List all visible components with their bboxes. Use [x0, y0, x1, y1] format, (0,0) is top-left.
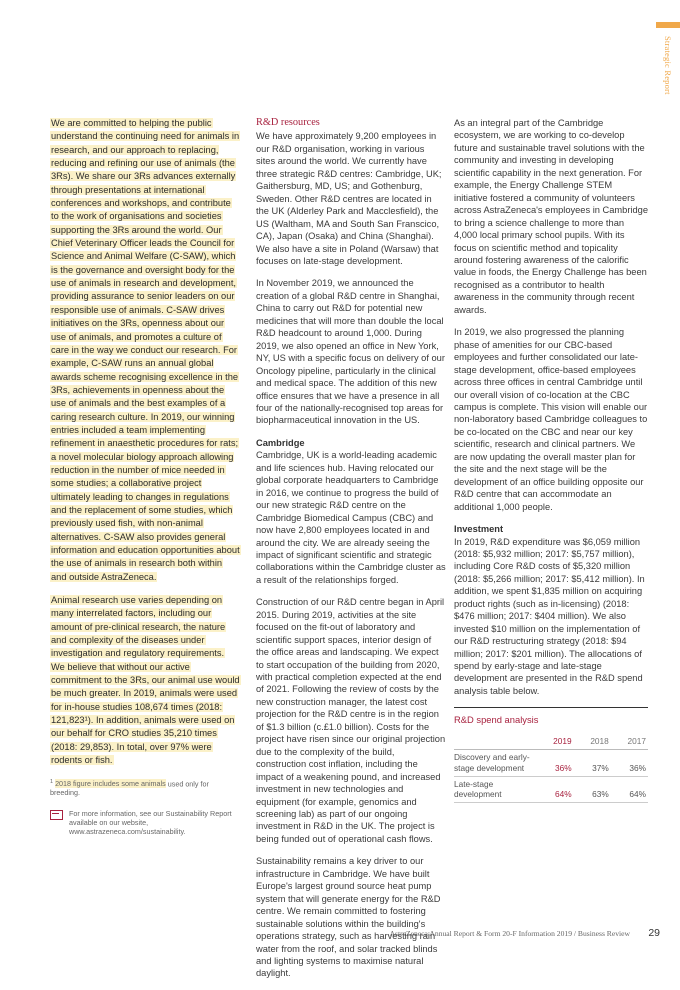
- rd-resources-paragraph-1: We have approximately 9,200 employees in our R&D organisation, working in various sites around the world. We currently have three strategic R&D centres: Cambridge, UK; Gaithersburg, MD, US; and Gothenburg, Sweden. Other R&D centres are located in the UK (Alderley Park and Macclesfield), the US (Waltham, MA and South San Franscico, CA), Japan (Osaka) and China (Shanghai). We also have a site in Poland (Warsaw) that focuses on late-stage development.: [256, 131, 442, 266]
- spend-table: [454, 733, 648, 803]
- footnote: [50, 778, 240, 797]
- page-footer: [0, 928, 680, 940]
- rd-spend-analysis: [454, 707, 648, 802]
- more-info-text: For more information, see our Sustainability Report available on our website, www.astrazeneca.com/sustainability.: [69, 808, 232, 836]
- investment-paragraph: In 2019, R&D expenditure was $6,059 million (2018: $5,932 million; 2017: $5,757 million), including Core R&D costs of $5,320 million (2018: $5,266 million; 2017: $5,412 million). In addition, we spent $1,835 million on acquiring product rights (such as in-licensing) (2018: $476 million; 2017: $404 million). We also invested $10 million on the implementation of our R&D restructuring strategy (2018: $94 million; 2017: $201 million). The allocations of spend by early-stage and late-stage development are presented in the R&D spend analysis table below.: [454, 536, 645, 696]
- rd-resources-heading: R&D resources: [256, 117, 320, 128]
- cambridge-paragraph-2: Construction of our R&D centre began in April 2015. During 2019, activities at the site focused on the fit-out of laboratory and scientific support spaces, interior design of the office areas and landscaping. We expect to start occupation of the building from 2020, with practical completion expected at the end of 2021. Following the review of costs by the new construction manager, the latest cost projection for the R&D centre is in the region of $1.3 billion (c.£1.0 billion). Costs for the project have risen since our original projection due to the complexity of the build, construction cost inflation, including the impact of a weakening pound, and increased investment in new technologies and equipment (for example, genomics and screening lab) as part of our ongoing investment in R&D in the UK. The project is being funded out of operational cash flows.: [256, 597, 446, 844]
- column-right: [454, 117, 648, 803]
- spend-top-rule: [454, 707, 648, 708]
- spend-header-2017: 2017: [611, 733, 648, 750]
- spend-header-2018: 2018: [574, 733, 611, 750]
- cambridge-ecosystem-paragraph: As an integral part of the Cambridge ecosystem, we are working to co-develop future and sustainable travel solutions with the community and investing in developing scientific capability in the next generation. For example, the Energy Challenge STEM initiative fostered a community of volunteers across AstraZeneca's employees in Cambridge to bring a science challenge to more than 4,000 local primary school pupils. With its focus on scientific method and topicality around fostering awareness of the calorific value in foods, the Energy Challenge has been recognised as a contributor to health awareness in the community through recent awards.: [454, 118, 648, 315]
- row-value-2019: 36%: [536, 750, 573, 776]
- table-row: [454, 750, 648, 776]
- row-value-2018: 37%: [574, 750, 611, 776]
- footnote-mark: 1: [50, 778, 54, 785]
- column-middle: [256, 117, 446, 990]
- animal-commitment-paragraph: We are committed to helping the public understand the continuing need for animals in research, and our approach to replacing, reducing and refining our use of animals (the 3Rs). We share our 3Rs advances externally through presentations at international conferences and workshops, and contribute to the work of organisations and societies supporting the 3Rs around the world. Our Chief Veterinary Officer leads the Council for Science and Animal Welfare (C-SAW), which is the governance and oversight body for the use of animals in research and development, providing assurance to senior leaders on our responsible use of animals. C-SAW drives initiatives on the 3Rs, openness about our use of animals, and promotes a culture of care in the way we conduct our research. For example, C-SAW runs an annual global awards scheme recognising excellence in the 3Rs, achievements in openness about the use of animals and the best examples of a caring research culture. In 2019, our winning entries included a team implementing refinement in anaesthetic procedures for rats; a novel molecular biology approach allowing reduction in the number of mice needed in some studies; a collaborative project ultimately leading to changes in regulations and the replacement of some studies, which previously used fish, with non-animal alternatives. C-SAW also provides general information and education opportunities about the use of animals in research both within and outside AstraZeneca.: [51, 118, 240, 582]
- investment-heading: Investment: [454, 524, 504, 535]
- footnote-highlight: 2018 figure includes some animals: [55, 778, 166, 788]
- side-tab-accent-bar: [656, 22, 680, 28]
- row-value-2018: 63%: [574, 776, 611, 802]
- column-left: [50, 117, 240, 836]
- cambridge-paragraph-3: Sustainability remains a key driver to our infrastructure in Cambridge. We have built Europe's largest ground source heat pump system that will generate energy for the R&D centre. We remain committed to fostering sustainable solutions within the building's operations strategy, such as harvesting rain water from the roof, and solar tracked blinds and lighting systems to maximise natural daylight.: [256, 856, 441, 979]
- more-info-note: [50, 809, 240, 836]
- animal-use-paragraph: Animal research use varies depending on many interrelated factors, including our amount of pre-clinical research, the nature and complexity of the diseases under investigation and regulatory requirements. We believe that without our active commitment to the 3Rs, our animal use would be much greater. In 2019, animals were used for in-house studies 108,674 times (2018: 121,823¹). In addition, animals were used on our behalf for CRO studies 35,210 times (2018: 29,853). In total, over 97% were rodents or fish.: [51, 595, 240, 766]
- row-label: Late-stage development: [454, 776, 536, 802]
- row-value-2017: 64%: [611, 776, 648, 802]
- row-value-2019: 64%: [536, 776, 573, 802]
- cbc-planning-paragraph: In 2019, we also progressed the planning phase of amenities for our CBC-based employees and further consolidated our late-stage development, office-based employees across three offices in central Cambridge until our overall vision of co-location at the CBC campus is complete. This vision will enable our non-laboratory based Cambridge colleagues to be co-located on the CBC and near our key scientific, research and clinical partners. We are now updating the overall master plan for the site and the next stage will be the development of an office building opposite our R&D centre that can accommodate an additional 1,000 people.: [454, 327, 648, 512]
- footer-publication-title: AstraZeneca Annual Report & Form 20-F Information 2019 / Business Review: [389, 929, 630, 938]
- spend-header-row: [454, 733, 648, 750]
- rd-resources-paragraph-2: In November 2019, we announced the creation of a global R&D centre in Shanghai, China to carry out R&D for potential new medicines that will more than double the local R&D headcount to around 1,000. During 2019, we also opened an office in New York, NY, US with a specific focus on delivery of our Oncology pipeline, particularly in the clinical and medical space. The addition of this new office ensures that we have a presence in all four of the nationally-recognised top areas for biopharmaceutical innovation in the US.: [256, 278, 445, 426]
- computer-icon: [50, 810, 63, 820]
- spend-table-title: R&D spend analysis: [454, 714, 539, 726]
- row-label: Discovery and early-stage development: [454, 750, 536, 776]
- table-row: [454, 776, 648, 802]
- side-section-tab: [656, 22, 680, 98]
- spend-header-2019: 2019: [536, 733, 573, 750]
- side-tab-label: Strategic Report: [663, 36, 673, 95]
- footnote-text: used only for breeding.: [50, 778, 209, 797]
- spend-header-blank: [454, 733, 536, 750]
- row-value-2017: 36%: [611, 750, 648, 776]
- page-number: 29: [648, 927, 660, 939]
- cambridge-heading: Cambridge: [256, 437, 305, 448]
- cambridge-paragraph-1: Cambridge, UK is a world-leading academic and life sciences hub. Having relocated our global corporate headquarters to Cambridge in 2016, we continue to progress the build of our new strategic R&D centre on the Cambridge Biomedical Campus (CBC) and now have 2,800 employees located in and around the city. We are already seeing the impact of significant scientific and strategic collaborations within the Cambridge cluster as a result of the relationships forged.: [256, 450, 446, 585]
